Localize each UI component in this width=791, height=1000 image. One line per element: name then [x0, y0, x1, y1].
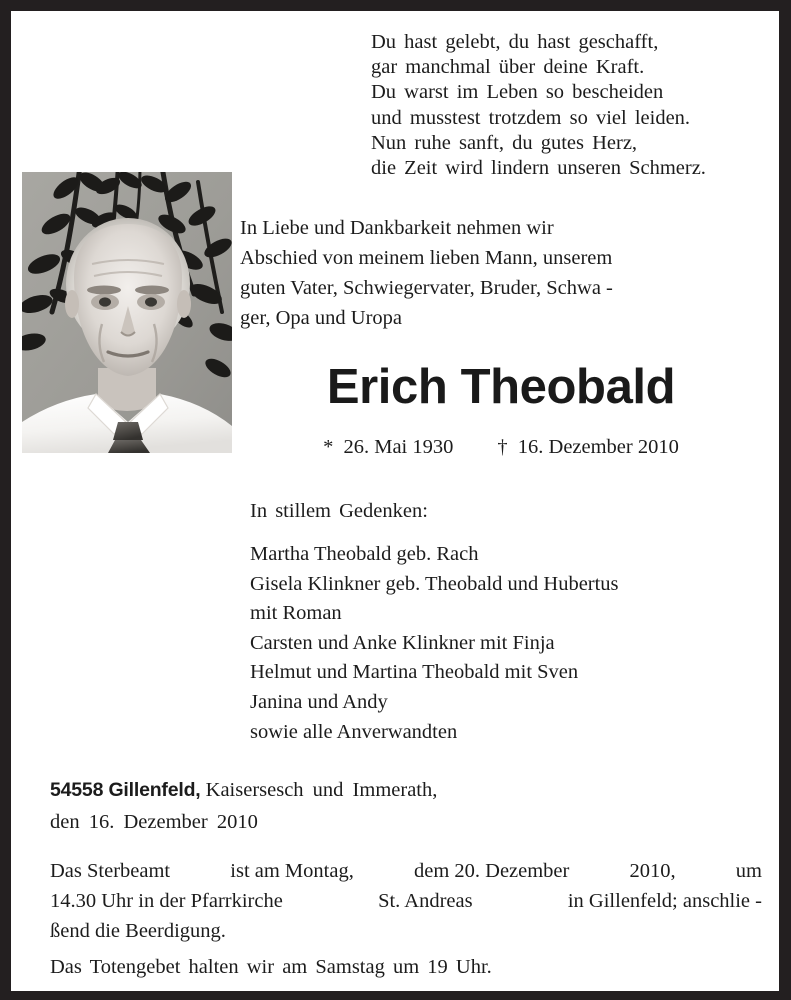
list-item: Gisela Klinkner geb. Theobald und Hubertus — [250, 572, 619, 595]
dedication-word: nehmen — [456, 217, 522, 239]
memorial-label: In stillem Gedenken: — [250, 500, 428, 522]
dedication-word: In — [240, 217, 258, 239]
dedication-word: und — [314, 217, 345, 239]
dedication-word: Schwa - — [546, 277, 613, 299]
dedication-line — [240, 273, 762, 303]
died-cross-icon: † — [497, 436, 508, 458]
service-word: dem 20. Dezember — [413, 860, 570, 882]
list-item: Martha Theobald geb. Rach — [250, 543, 479, 565]
other-towns: Kaisersesch und Immerath, — [205, 779, 438, 801]
service-line — [50, 856, 762, 886]
dedication-word: meinem — [358, 247, 425, 269]
birth-date-group — [323, 436, 453, 459]
service-word: ist am Montag, — [230, 860, 354, 882]
service-word: 2010, — [629, 860, 676, 882]
dedication-word: Mann, — [484, 247, 538, 269]
dedication-word: Dankbarkeit — [349, 217, 452, 239]
notice-inner-panel — [11, 11, 779, 991]
death-date-group — [497, 436, 678, 459]
deceased-name: Erich Theobald — [326, 360, 676, 414]
verse-line: Du hast gelebt, du hast geschafft, — [371, 31, 659, 53]
prayer-line: Das Totengebet halten wir am Samstag um 19 Uhr. — [50, 956, 492, 978]
verse-line: die Zeit wird lindern unseren Schmerz. — [371, 157, 706, 180]
verse-line: Nun ruhe sanft, du gutes Herz, — [371, 131, 638, 154]
service-word: um — [735, 860, 762, 882]
postal-town: 54558 Gillenfeld, — [50, 779, 201, 801]
place-row — [50, 774, 762, 806]
life-dates — [240, 436, 762, 459]
verse-line: und musstest trotzdem so viel leiden. — [371, 106, 691, 129]
birth-date: 26. Mai 1930 — [343, 436, 454, 458]
list-item: Janina und Andy — [250, 690, 388, 713]
dedication-word: Schwiegervater, — [342, 277, 475, 299]
dedication-word: guten Vater, — [240, 277, 338, 299]
portrait-photo — [22, 172, 232, 453]
list-item: sowie alle Anverwandten — [250, 720, 458, 743]
list-item: Helmut und Martina Theobald mit Sven — [250, 661, 579, 684]
death-date: 16. Dezember 2010 — [517, 436, 679, 458]
verse-line: Du warst im Leben so bescheiden — [371, 81, 664, 104]
list-item: Carsten und Anke Klinkner mit Finja — [250, 631, 555, 654]
service-word: Das Sterbeamt — [50, 860, 171, 882]
list-item: mit Roman — [250, 602, 342, 625]
service-line — [50, 886, 762, 916]
service-word: in Gillenfeld; anschlie - — [567, 890, 762, 912]
service-word: St. Andreas — [378, 890, 473, 912]
dedication-word: Bruder, — [479, 277, 542, 299]
dedication-word: lieben — [429, 247, 480, 269]
service-word: 14.30 Uhr in der Pfarrkirche — [50, 890, 283, 912]
dedication-line — [240, 213, 762, 243]
dedication-text — [240, 213, 762, 333]
dedication-line: ger, Opa und Uropa — [240, 307, 402, 329]
memorial-verse — [371, 30, 771, 181]
dedication-word: Abschied — [240, 247, 318, 269]
place-date-row: den 16. Dezember 2010 — [50, 811, 258, 833]
service-line: ßend die Beerdigung. — [50, 920, 226, 942]
dedication-word: Liebe — [262, 217, 309, 239]
place-and-date — [50, 774, 762, 838]
dedication-word: wir — [526, 217, 554, 239]
dedication-line — [240, 243, 762, 273]
verse-line: gar manchmal über deine Kraft. — [371, 56, 645, 79]
dedication-word: unserem — [542, 247, 613, 269]
born-star-icon: * — [323, 436, 334, 458]
dedication-word: von — [322, 247, 354, 269]
mourners-list — [250, 540, 760, 747]
service-details — [50, 856, 762, 946]
